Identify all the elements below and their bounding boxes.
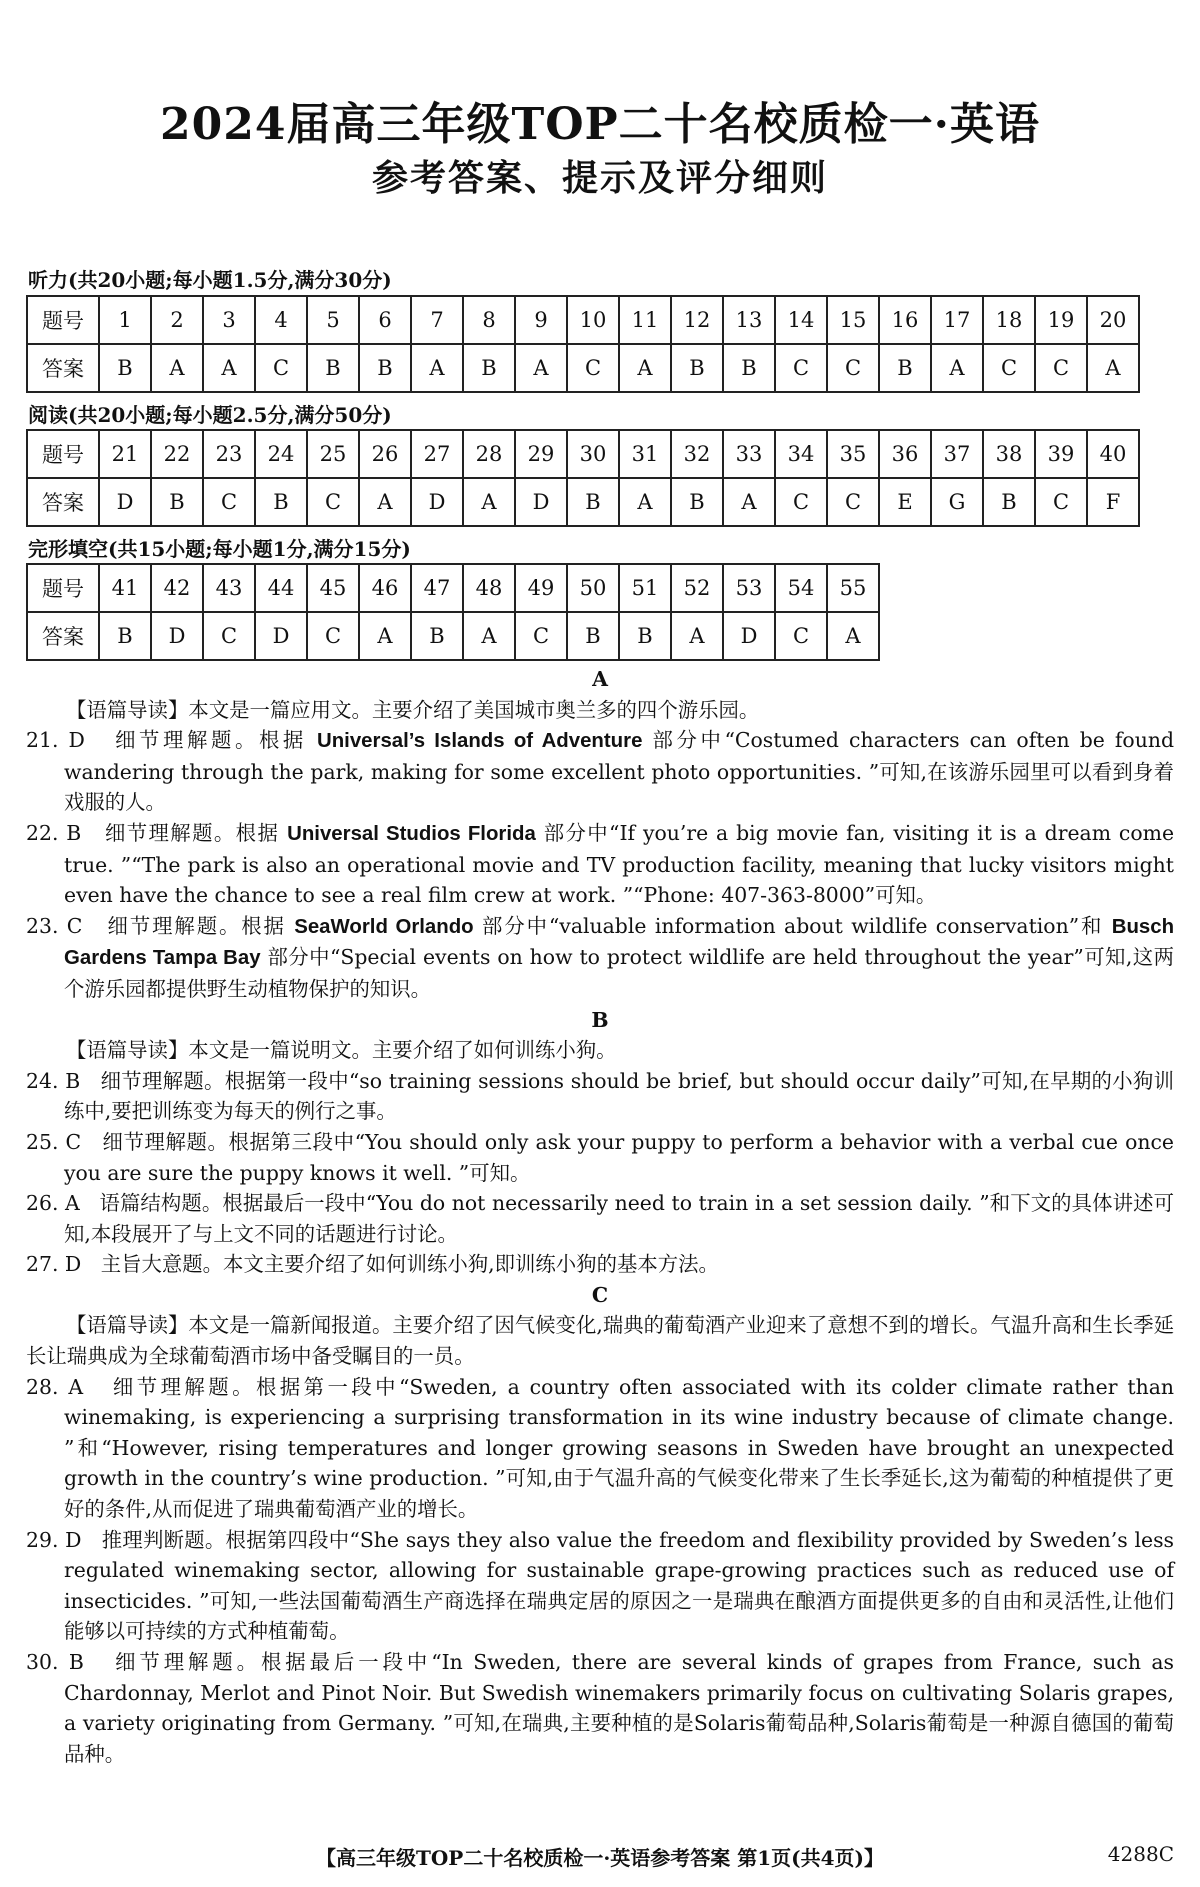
question-number: 33 [723, 430, 775, 478]
question-number: 42 [151, 564, 203, 612]
question-number: 1 [99, 296, 151, 344]
question-number: 52 [671, 564, 723, 612]
answer-cell: B [255, 478, 307, 526]
question-number: 39 [1035, 430, 1087, 478]
explanation-text: 部分中“valuable information about wildlife conservation”和 [482, 913, 1104, 938]
answer-cell: B [983, 478, 1035, 526]
question-number: 25 [307, 430, 359, 478]
explanation-23 [26, 911, 1174, 1005]
question-number: 51 [619, 564, 671, 612]
explanation-number: 28. A [26, 1374, 84, 1399]
answer-cell: C [827, 478, 879, 526]
answer-cell: D [151, 612, 203, 660]
question-number: 49 [515, 564, 567, 612]
question-number: 7 [411, 296, 463, 344]
question-number: 37 [931, 430, 983, 478]
answer-cell: D [411, 478, 463, 526]
explanation-number: 23. C [26, 913, 83, 938]
question-number: 29 [515, 430, 567, 478]
explanation-text: 部分中“Special events on how to protect wildlife are held throughout the year”可知,这两个游乐园都提供野生动植物保护的知识。 [64, 945, 1175, 1001]
answer-cell: C [567, 344, 619, 392]
cloze-answer-table [26, 563, 880, 661]
row-head-answer: 答案 [27, 478, 99, 526]
page-subtitle: 参考答案、提示及评分细则 [371, 157, 828, 199]
table-row-answers [27, 344, 1139, 392]
answer-cell: A [931, 344, 983, 392]
answer-cell: A [359, 478, 411, 526]
explanation-text: 细节理解题。根据 [115, 728, 307, 753]
answer-cell: C [775, 344, 827, 392]
question-number: 35 [827, 430, 879, 478]
question-number: 6 [359, 296, 411, 344]
question-number: 38 [983, 430, 1035, 478]
question-number: 40 [1087, 430, 1139, 478]
answer-cell: A [463, 612, 515, 660]
question-number: 2 [151, 296, 203, 344]
answer-cell: A [411, 344, 463, 392]
question-number: 28 [463, 430, 515, 478]
explanation-number: 30. B [26, 1650, 84, 1674]
explanation-number: 22. B [26, 820, 82, 845]
page-title: 2024届高三年级TOP二十名校质检一·英语 [160, 99, 1040, 150]
question-number: 22 [151, 430, 203, 478]
answer-cell: B [359, 344, 411, 392]
question-number: 46 [359, 564, 411, 612]
section-name: Universal’s Islands of Adventure [317, 730, 643, 753]
question-number: 27 [411, 430, 463, 478]
passage-a-lead: 【语篇导读】本文是一篇应用文。主要介绍了美国城市奥兰多的四个游乐园。 [66, 697, 760, 722]
answer-cell: B [307, 344, 359, 392]
explanation-text: 部分中“Costumed characters can often be found wandering through the park, making for some excellent photo opportunities. ”可知,在该游乐园里可以看到身着戏服的人。 [64, 728, 1175, 815]
question-number: 32 [671, 430, 723, 478]
row-head-question: 题号 [27, 296, 99, 344]
answer-cell: A [619, 344, 671, 392]
answer-cell: G [931, 478, 983, 526]
explanation-21 [26, 725, 1174, 818]
answer-cell: C [203, 612, 255, 660]
question-number: 11 [619, 296, 671, 344]
table-row-answers [27, 612, 879, 660]
answer-cell: F [1087, 478, 1139, 526]
document-code: 4288C [1107, 1842, 1174, 1866]
answer-cell: B [411, 612, 463, 660]
question-number: 12 [671, 296, 723, 344]
question-number: 30 [567, 430, 619, 478]
answer-cell: C [827, 344, 879, 392]
answer-cell: B [151, 478, 203, 526]
explanation-number: 26. A [26, 1191, 80, 1216]
row-head-answer: 答案 [27, 612, 99, 660]
row-head-answer: 答案 [27, 344, 99, 392]
explanation-29 [26, 1525, 1174, 1647]
passage-b-lead: 【语篇导读】本文是一篇说明文。主要介绍了如何训练小狗。 [66, 1038, 617, 1063]
table-row-numbers [27, 430, 1139, 478]
explanation-text: 推理判断题。根据第四段中“She says they also value the freedom and flexibility provided by Sweden’s less regulated winemaking sector, allowing for sustainable grape-growing practices such as reduced use of insecticides. ”可知,一些法国葡萄酒生产商选择在瑞典定居的原因之一是瑞典在酿酒方面提供更多的自由和灵活性,让他们能够以可持续的方式种植葡萄。 [64, 1527, 1174, 1644]
explanation-text: 主旨大意题。本文主要介绍了如何训练小狗,即训练小狗的基本方法。 [100, 1252, 719, 1277]
question-number: 15 [827, 296, 879, 344]
explanation-number: 24. B [26, 1068, 81, 1093]
question-number: 26 [359, 430, 411, 478]
answer-cell: A [359, 612, 411, 660]
answer-cell: A [671, 612, 723, 660]
cloze-section-label: 完形填空(共15小题;每小题1分,满分15分) [28, 537, 411, 561]
answer-cell: B [671, 344, 723, 392]
question-number: 3 [203, 296, 255, 344]
question-number: 20 [1087, 296, 1139, 344]
table-row-numbers [27, 296, 1139, 344]
explanation-number: 25. C [26, 1129, 82, 1154]
question-number: 9 [515, 296, 567, 344]
explanation-text: 细节理解题。根据最后一段中“In Sweden, there are several kinds of grapes from France, such as Chardonnay, Merlot and Pinot Noir. But Swedish winemakers primarily focus on cultivating Solaris grapes, a variety originating from Germany. ”可知,在瑞典,主要种植的是Solaris葡萄品种,Solaris葡萄是一种源自德国的葡萄品种。 [64, 1650, 1174, 1766]
answer-cell: B [671, 478, 723, 526]
answer-cell: C [255, 344, 307, 392]
explanation-text: 细节理解题。根据第三段中“You should only ask your puppy to perform a behavior with a verbal cue once you are sure the puppy knows it well. ”可知。 [64, 1129, 1174, 1185]
question-number: 23 [203, 430, 255, 478]
answer-cell: C [203, 478, 255, 526]
question-number: 31 [619, 430, 671, 478]
explanation-28 [26, 1372, 1174, 1525]
passage-c-lead: 【语篇导读】本文是一篇新闻报道。主要介绍了因气候变化,瑞典的葡萄酒产业迎来了意想不到的增长。气温升高和生长季延长让瑞典成为全球葡萄酒市场中备受瞩目的一员。 [26, 1313, 1174, 1369]
question-number: 36 [879, 430, 931, 478]
explanation-number: 27. D [26, 1252, 82, 1277]
answer-cell: C [307, 612, 359, 660]
answer-cell: C [515, 612, 567, 660]
explanation-22 [26, 818, 1174, 911]
answer-cell: B [723, 344, 775, 392]
answer-cell: B [99, 344, 151, 392]
table-row-answers [27, 478, 1139, 526]
question-number: 53 [723, 564, 775, 612]
answer-cell: B [99, 612, 151, 660]
question-number: 16 [879, 296, 931, 344]
reading-section-label: 阅读(共20小题;每小题2.5分,满分50分) [28, 403, 392, 427]
question-number: 47 [411, 564, 463, 612]
question-number: 41 [99, 564, 151, 612]
question-number: 10 [567, 296, 619, 344]
section-name: Busch Gardens Tampa Bay [64, 915, 1175, 970]
question-number: 4 [255, 296, 307, 344]
question-number: 17 [931, 296, 983, 344]
answer-cell: B [567, 478, 619, 526]
question-number: 14 [775, 296, 827, 344]
table-row-numbers [27, 564, 879, 612]
row-head-question: 题号 [27, 564, 99, 612]
answer-cell: B [463, 344, 515, 392]
answer-cell: D [255, 612, 307, 660]
explanation-25 [26, 1127, 1174, 1188]
question-number: 13 [723, 296, 775, 344]
question-number: 8 [463, 296, 515, 344]
row-head-question: 题号 [27, 430, 99, 478]
answer-cell: C [775, 612, 827, 660]
listening-section-label: 听力(共20小题;每小题1.5分,满分30分) [28, 268, 392, 292]
answer-cell: A [723, 478, 775, 526]
answer-cell: C [1035, 478, 1087, 526]
answer-cell: E [879, 478, 931, 526]
question-number: 43 [203, 564, 255, 612]
question-number: 54 [775, 564, 827, 612]
explanation-30 [26, 1647, 1174, 1769]
question-number: 55 [827, 564, 879, 612]
question-number: 44 [255, 564, 307, 612]
listening-answer-table [26, 295, 1140, 393]
question-number: 24 [255, 430, 307, 478]
answer-cell: A [515, 344, 567, 392]
question-number: 48 [463, 564, 515, 612]
question-number: 18 [983, 296, 1035, 344]
answer-cell: D [99, 478, 151, 526]
question-number: 5 [307, 296, 359, 344]
question-number: 34 [775, 430, 827, 478]
answer-cell: C [983, 344, 1035, 392]
section-name: Universal Studios Florida [287, 822, 536, 845]
answer-cell: A [827, 612, 879, 660]
answer-cell: A [151, 344, 203, 392]
answer-cell: A [203, 344, 255, 392]
explanation-text: 细节理解题。根据第一段中“so training sessions should be brief, but should occur daily”可知,在早期的小狗训练中,要把训练变为每天的例行之事。 [64, 1068, 1174, 1124]
section-name: SeaWorld Orlando [294, 915, 474, 938]
explanation-26 [26, 1188, 1174, 1249]
answer-cell: C [1035, 344, 1087, 392]
answer-cell: D [515, 478, 567, 526]
explanation-text: 细节理解题。根据第一段中“Sweden, a country often associated with its colder climate rather than winemaking, is experiencing a surprising transformation in its wine industry because of climate change. ”和“However, rising temperatures and longer growing seasons in Sweden have brought an unexpected growth in the country’s wine production. ”可知,由于气温升高的气候变化带来了生长季延长,这为葡萄的种植提供了更好的条件,从而促进了瑞典葡萄酒产业的增长。 [64, 1374, 1174, 1522]
explanation-text: 部分中“If you’re a big movie fan, visiting it is a dream come true. ”“The park is also an operational movie and TV production facility, meaning that lucky visitors might even have the chance to see a real film crew at work. ”“Phone: 407-363-8000”可知。 [64, 820, 1175, 908]
explanation-number: 21. D [26, 728, 85, 753]
passage-letter-b: B [591, 1007, 609, 1032]
question-number: 19 [1035, 296, 1087, 344]
answer-cell: A [619, 478, 671, 526]
question-number: 21 [99, 430, 151, 478]
answer-cell: A [463, 478, 515, 526]
answer-cell: B [879, 344, 931, 392]
answer-cell: B [567, 612, 619, 660]
reading-answer-table [26, 429, 1140, 527]
explanations [26, 664, 1174, 1769]
answer-cell: C [307, 478, 359, 526]
passage-letter-a: A [592, 667, 608, 691]
explanation-number: 29. D [26, 1527, 82, 1552]
explanation-24 [26, 1066, 1174, 1127]
answer-cell: A [1087, 344, 1139, 392]
answer-cell: C [775, 478, 827, 526]
explanation-text: 细节理解题。根据 [107, 913, 286, 938]
explanation-27 [26, 1249, 1174, 1280]
question-number: 45 [307, 564, 359, 612]
footer-text: 【高三年级TOP二十名校质检一·英语参考答案 第1页(共4页)】 [315, 1846, 885, 1870]
answer-cell: B [619, 612, 671, 660]
passage-letter-c: C [591, 1282, 609, 1307]
answer-cell: D [723, 612, 775, 660]
explanation-text: 细节理解题。根据 [104, 820, 280, 845]
explanation-text: 语篇结构题。根据最后一段中“You do not necessarily need to train in a set session daily. ”和下文的具体讲述可知,本段展开了与上文不同的话题进行讨论。 [64, 1191, 1174, 1246]
question-number: 50 [567, 564, 619, 612]
